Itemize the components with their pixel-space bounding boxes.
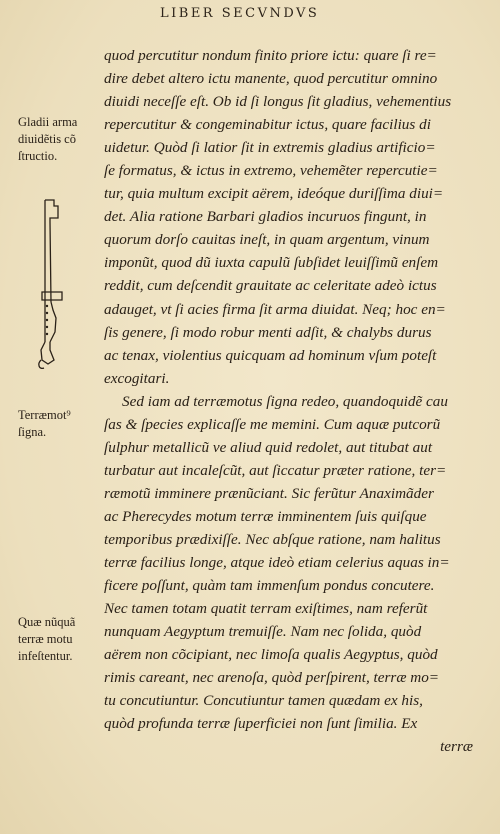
text-line: quòd profunda terræ ſuperficiei non ſunt ſimilia. Ex [104,715,418,733]
text-line: ficere poſſunt, quàm tam immenſum pondus concutere. [104,577,435,595]
text-line: repercutitur & congeminabitur ictus, quare facilius di [104,116,431,134]
margin-note-sword-construction [18,114,102,165]
text-line: ac Pherecydes motum terræ imminentem ſuis quiſque [104,507,427,525]
text-line: uidetur. Quòd ſi latior ſit in extremis gladius artificio= [104,139,436,157]
text-line: Nec tamen totam quatit terram exiſtimes, nam referũt [104,600,428,618]
text-line: turbatur aut incaleſcũt, aut ſiccatur præter ratione, ter= [104,461,447,479]
margin-note-earthquake-signs [18,407,102,441]
text-line: nunquam Aegyptum tremuiſſe. Nam nec ſolida, quòd [104,623,422,641]
margin-note-line: terræ motu [18,632,73,646]
text-line: ac tenax, violentius quicquam ad hominum vſum poteſt [104,346,437,364]
margin-note-line: infeſtentur. [18,649,73,663]
text-line: quorum dorſo cauitas ineſt, in quam argentum, vinum [104,231,430,249]
text-line: temporibus prædixiſſe. Nec abſque ratione, nam halitus [104,530,441,548]
text-line: quod percutitur nondum finito priore ictu: quare ſi re= [104,47,437,64]
margin-note-line: ſigna. [18,425,47,439]
margin-note-line: Quæ nũquã [18,615,76,629]
text-line: ſis genere, ſi modo robur menti adſit, & chalybs durus [104,323,432,341]
text-line: terræ facilius longe, atque ideò etiam celerius aquas in= [104,554,450,572]
text-line: diuidi neceſſe eſt. Ob id ſi longus ſit gladius, vehementius [104,93,452,111]
running-head: LIBER SECVNDVS [160,6,320,21]
text-line: tur, quia multum excipit aërem, ideóque duriſſima diui= [104,185,444,203]
margin-note-line: Terræmot⁹ [18,408,71,422]
text-line: ræmotũ imminere prænũciant. Sic ferũtur Anaximãder [104,484,434,502]
text-line: imponũt, quod dũ iuxta capulũ ſubſidet leuiſſimũ enſem [104,254,439,272]
text-line: ſas & ſpecies explicaſſe me memini. Cum aquæ putcorũ [104,415,441,433]
text-line: dire debet altero ictu manente, quod percutitur omnino [104,70,438,88]
body-text [104,44,479,758]
text-line: reddit, cum deſcendit grauitate ac celeritate adeò ictus [104,277,437,295]
text-line: ſulphur metallicũ ve aliud quid redolet, aut titubat aut [104,438,433,456]
text-line: det. Alia ratione Barbari gladios incuruos fingunt, in [104,208,427,226]
margin-note-line: ſtructio. [18,149,58,163]
sword-illustration [28,192,88,372]
text-line: excogitari. [104,369,170,387]
text-line: terræ [440,738,473,756]
text-line: adauget, vt ſi acies firma ſit arma diuidat. Neq; hoc en= [104,300,446,318]
margin-note-not-shaken [18,614,102,665]
text-line: rimis careant, nec arenoſa, quòd perſpirent, terræ mo= [104,669,440,687]
text-line: ſe formatus, & ictus in extremo, vehemẽter repercutie= [104,162,438,180]
margin-note-line: Gladii arma [18,115,78,129]
text-line: aërem non cõcipiant, nec limoſa qualis Aegyptus, quòd [104,646,438,664]
margin-note-line: diuidẽtis cõ [18,132,76,146]
text-line: tu concutiuntur. Concutiuntur tamen quædam ex his, [104,692,423,710]
text-line: Sed iam ad terræmotus ſigna redeo, quandoquidẽ cau [122,392,448,410]
